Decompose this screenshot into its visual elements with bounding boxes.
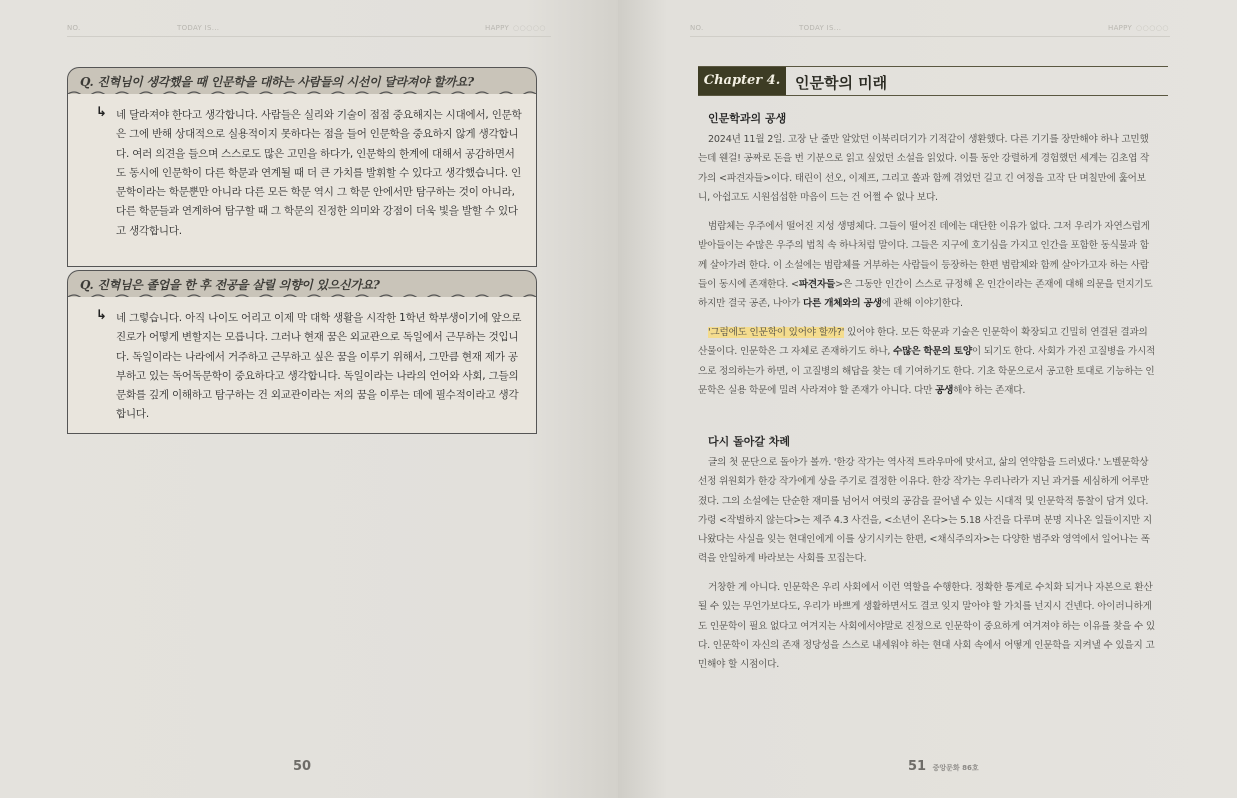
header-no: NO.	[690, 24, 704, 32]
header-dots: ○○○○○	[513, 24, 547, 32]
page-header	[67, 24, 551, 37]
question-box-2	[67, 270, 537, 434]
answer-text: 네 그렇습니다. 아직 나이도 어리고 이제 막 대학 생활을 시작한 1학년 학부생이기에 앞으로 진로가 어떻게 변할지는 모릅니다. 그러나 현재 꿈은 외교관으로 독일에서 근무하는 것입니다. 독일이라는 나라에서 거주하고 근무하고 싶은 꿈을 이루기 위해서, 그만큼 현재 제가 공부하고 있는 독어독문학이 중요하다고 생각합니다. 독일이라는 나라의 언어와 사회, 그들의 문화를 깊게 이해하고 탐구하는 건 외교관이라는 저의 꿈을 이루는 데에 필수적이라고 생각합니다.	[116, 312, 522, 421]
chapter-heading	[698, 66, 1168, 96]
paragraph-3: '그럼에도 인문학이 있어야 할까?' 있어야 한다. 모든 학문과 기술은 인문학이 확장되고 긴밀히 연결된 결과의 산물이다. 인문학은 그 자체로 존재하기도 하나, 수많은 학문의 토양이 되기도 한다. 사회가 가진 고질병을 가시적으로 정의하는가 하면, 이 고질병의 해답을 찾는 데 기여하기도 한다. 기초 학문으로서 공고한 토대로 기능하는 인문학은 실용 학문에 밀려 사라져야 할 존재가 아니다. 다만 공생해야 하는 존재다.	[698, 327, 1156, 396]
left-page	[0, 0, 618, 798]
header-no: NO.	[67, 24, 81, 32]
page-header	[690, 24, 1170, 37]
right-page	[618, 0, 1237, 798]
header-today: TODAY IS...	[799, 24, 842, 32]
page-number: 51	[908, 759, 927, 774]
question-box-1	[67, 67, 537, 267]
question-bar	[67, 270, 537, 297]
page-footer-label: 중앙문화 86호	[932, 764, 979, 772]
section-title-2: 다시 돌아갈 차례	[708, 435, 791, 448]
paragraph-5: 거창한 게 아니다. 인문학은 우리 사회에서 이런 역할을 수행한다. 정확한 통계로 수치화 되거나 자본으로 환산될 수 있는 무언가보다도, 우리가 바쁘게 생활하면서도 결코 잊지 말아야 할 가치를 넌지시 건넨다. 아이러니하게도 인문학이 필요 없다고 여겨지는 사회에서야말로 진정으로 인문학이 중요하게 여겨져야 하는 이유를 찾을 수 있다. 인문학이 자신의 존재 정당성을 스스로 내세워야 하는 현대 사회 속에서 어떻게 인문학을 지켜낼 수 있을지 고민해야 할 시점이다.	[698, 582, 1156, 671]
question-bar	[67, 67, 537, 94]
answer-text: 네 달라져야 한다고 생각합니다. 사람들은 실리와 기술이 점점 중요해지는 시대에서, 인문학은 그에 반해 상대적으로 실용적이지 못하다는 점을 들어 인문학을 중요하지 않게 생각합니다. 여러 의견을 들으며 스스로도 많은 고민을 하다가, 인문학의 한계에 대해서 공감하면서도 동시에 인문학이 다른 학문과 연계될 때 더 큰 가치를 발휘할 수 있다고 생각했습니다. 인문학이라는 학문뿐만 아니라 다른 모든 학문 역시 그 학문 안에서만 탐구하는 것이 아니라, 다른 학문들과 연계하여 탐구할 때 그 학문의 진정한 의미와 강점이 더욱 빛을 발할 수 있다고 생각합니다.	[116, 109, 522, 237]
page-number-block	[908, 759, 979, 774]
answer-body	[67, 94, 537, 267]
question-text: Q. 진혁님은 졸업을 한 후 전공을 살릴 의향이 있으신가요?	[80, 278, 380, 292]
answer-body	[67, 297, 537, 434]
highlighted-question: '그럼에도 인문학이 있어야 할까?'	[708, 327, 845, 338]
chapter-tag: Chapter 4.	[698, 67, 786, 95]
chapter-title: 인문학의 미래	[795, 74, 888, 92]
question-text: Q. 진혁님이 생각했을 때 인문학을 대하는 사람들의 시선이 달라져야 할까요?	[80, 75, 474, 89]
header-today: TODAY IS...	[177, 24, 220, 32]
header-happy: HAPPY	[1108, 24, 1133, 32]
page-number: 50	[293, 759, 312, 774]
section-title-1: 인문학과의 공생	[708, 112, 787, 125]
header-happy: HAPPY	[485, 24, 510, 32]
paragraph-2: 범람체는 우주에서 떨어진 지성 생명체다. 그들이 떨어진 데에는 대단한 이유가 없다. 그저 우리가 자연스럽게 받아들이는 수많은 우주의 법칙 속 하나처럼 말이다. 그들은 지구에 호기심을 가지고 인간을 포함한 동식물과 함께 살아가려 한다. 이 소설에는 범람체를 거부하는 사람들이 등장하는 한편 범람체와 함께 살아가고자 하는 사람들이 동시에 존재한다. <파견자들>은 그동안 인간이 스스로 규정해 온 인간이라는 존재에 대해 의문을 던지기도 하지만 결국 공존, 나아가 다른 개체와의 공생에 관해 이야기한다.	[698, 221, 1153, 310]
answer-arrow-icon: ↳	[96, 308, 107, 323]
header-dots: ○○○○○	[1136, 24, 1170, 32]
paragraph-1: 2024년 11월 2일. 고장 난 줄만 알았던 이북리더기가 기적같이 생환했다. 다른 기기를 장만해야 하나 고민했는데 웬걸! 공짜로 돈을 번 기분으로 읽고 싶었던 소설을 읽었다. 이틀 동안 강렬하게 경험했던 세계는 김초엽 작가의 <파견자들>이다. 태린이 선오, 이제프, 그리고 쏠과 함께 겪었던 길고 긴 여정을 고작 단 며칠만에 훑어보니, 아쉽고도 시원섭섭한 마음이 드는 건 어쩔 수 없나 보다.	[698, 134, 1150, 203]
paragraph-4: 글의 첫 문단으로 돌아가 볼까. '한강 작가는 역사적 트라우마에 맞서고, 삶의 연약함을 드러냈다.' 노벨문학상 선정 위원회가 한강 작가에게 상을 주기로 결정한 이유다. 한강 작가는 우리나라가 지닌 과거를 세심하게 어루만졌다. 그의 소설에는 단순한 재미를 넘어서 여럿의 공감을 끌어낼 수 있는 시대적 및 인문학적 통찰이 담겨 있다. 가령 <작별하지 않는다>는 제주 4.3 사건을, <소년이 온다>는 5.18 사건을 다루며 분명 지나온 일들이지만 지나왔다는 사실을 잊는 현대인에게 이를 상기시키는 한편, <채식주의자>는 다양한 범주와 영역에서 일어나는 폭력을 안일하게 바라보는 사회를 꼬집는다.	[698, 457, 1152, 565]
answer-arrow-icon: ↳	[96, 105, 107, 120]
